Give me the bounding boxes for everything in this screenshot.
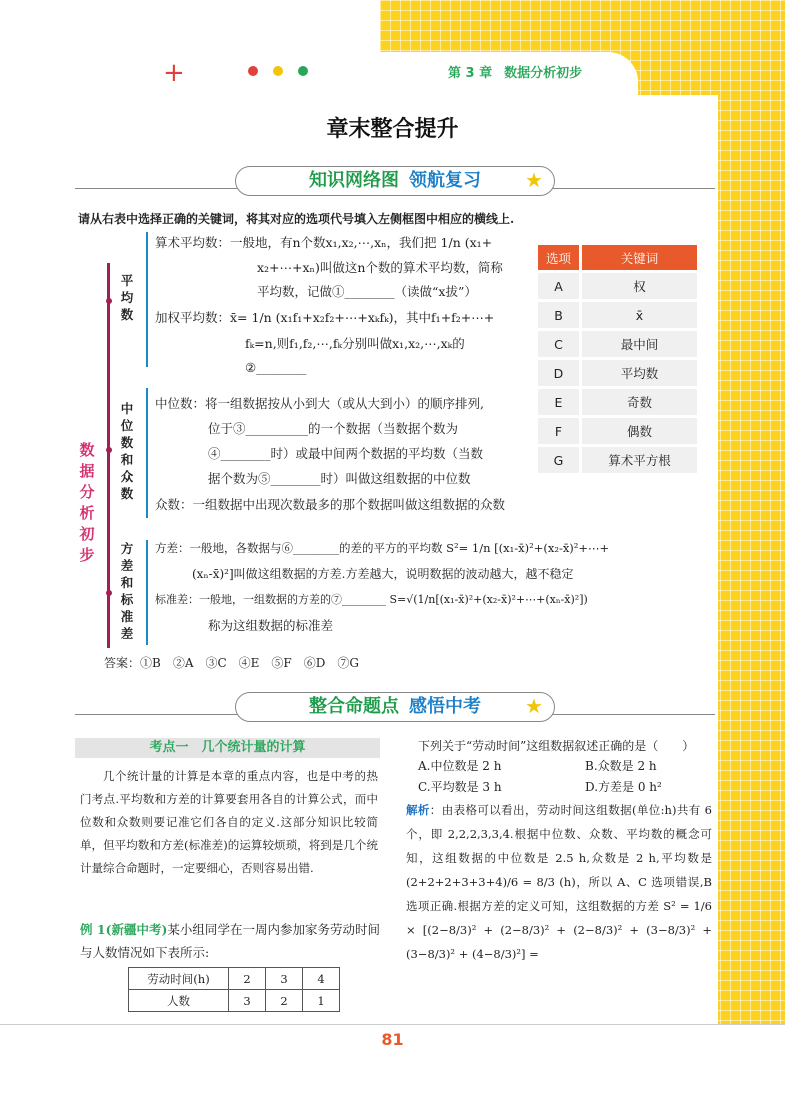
data-cell: 1: [303, 990, 340, 1012]
text-line: ④________时）或最中间两个数据的平均数（当数: [208, 446, 484, 461]
keyword-table: [538, 242, 697, 476]
example-source: (新疆中考): [105, 922, 168, 937]
text-line: 平均数，记做①________（读做“x拔”）: [257, 284, 477, 299]
chapter-header: [448, 62, 582, 81]
branch-line: [146, 540, 148, 645]
text-line: (xₙ-x̄)²]叫做这组数据的方差.方差越大，说明数据的波动越大，越不稳定: [192, 567, 574, 581]
kw-cell: F: [538, 418, 582, 444]
banner-exam: [75, 690, 715, 724]
option-d: D.方差是 0 h²: [585, 780, 662, 794]
banner2-a: 整合命题点: [309, 696, 399, 717]
page-number: 81: [381, 1030, 404, 1049]
question: 下列关于“劳动时间”这组数据叙述正确的是（ ）: [418, 739, 695, 753]
intro-paragraph: 几个统计量的计算是本章的重点内容，也是中考的热门考点.平均数和方差的计算要套用各自的计算公式，而中位数和众数则要记准它们各自的定义.这部分知识比较简单，但平均数和方差(标准差)的运算较烦琐，将到是几个统计量综合命题时，一定要细心，否则容易出错.: [80, 769, 378, 875]
group-label-variance: 方差和标准差: [120, 541, 134, 641]
text-line: 方差：一般地，各数据与⑥________的差的平方的平均数 S²= 1/n [(x₁-x̄)²+(x₂-x̄)²+⋯+: [155, 541, 610, 555]
analysis-text: ：由表格可以看出，劳动时间这组数据(单位:h)共有 6 个，即 2,2,2,3,3,4.根据中位数、众数、平均数的概念可知，这组数据的中位数是 2.5 h,众数是 2 h,平均数是 (2+2+2+3+3+4)/6 = 8/3 (h)，所以 A、C 选项错误,B 选项正确.根据方差的定义可知，这组数据的方差 S² = 1/6 × [(2−8/3)² + (2−8/3)² + (2−8/3)² + (3−8/3)² + (3−8/3)² + (4−8/3)²] =: [406, 803, 712, 961]
option-a: A.中位数是 2 h: [418, 759, 502, 773]
text-line: ②________: [245, 360, 307, 375]
plus-icon: +: [163, 58, 185, 88]
banner2-b: 感悟中考: [409, 696, 481, 717]
bullet: [106, 447, 112, 453]
data-cell: 人数: [129, 990, 229, 1012]
group-label-median-mode: 中位数和众数: [120, 401, 134, 501]
kw-cell: B: [538, 302, 582, 328]
text-line: 中位数：将一组数据按从小到大（或从大到小）的顺序排列,: [155, 396, 484, 411]
bullet: [106, 590, 112, 596]
star-icon: ★: [525, 168, 543, 192]
banner-knowledge: [75, 164, 715, 198]
kw-cell: 偶数: [582, 418, 697, 444]
root-label: 数据分析初步: [79, 441, 95, 564]
data-cell: 2: [266, 990, 303, 1012]
text-line: 众数：一组数据中出现次数最多的那个数据叫做这组数据的众数: [155, 497, 506, 512]
yellow-dot-icon: [273, 66, 283, 76]
kw-header: 选项: [538, 245, 582, 270]
group-label-mean: 平均数: [120, 273, 134, 322]
red-dot-icon: [248, 66, 258, 76]
kw-cell: D: [538, 360, 582, 386]
answer-line: 答案：①B ②A ③C ④E ⑤F ⑥D ⑦G: [104, 656, 359, 670]
data-cell: 劳动时间(h): [129, 968, 229, 990]
chapter-title: 数据分析初步: [504, 66, 583, 81]
green-dot-icon: [298, 66, 308, 76]
kw-cell: A: [538, 273, 582, 299]
kw-cell: x̄: [582, 302, 697, 328]
kw-cell: 奇数: [582, 389, 697, 415]
data-cell: 3: [229, 990, 266, 1012]
text-line: 位于③__________的一个数据（当数据个数为: [208, 421, 459, 436]
option-c: C.平均数是 3 h: [418, 780, 502, 794]
data-cell: 2: [229, 968, 266, 990]
kw-cell: E: [538, 389, 582, 415]
instruction: 请从右表中选择正确的关键词，将其对应的选项代号填入左侧框图中相应的横线上.: [78, 212, 515, 226]
star-icon: ★: [525, 694, 543, 718]
kw-cell: 平均数: [582, 360, 697, 386]
text-line: fₖ=n,则f₁,f₂,⋯,fₖ分别叫做x₁,x₂,⋯,xₖ的: [245, 336, 465, 351]
bullet: [106, 298, 112, 304]
example-paragraph: [80, 918, 380, 964]
example-text: 某小组同学在一周内参加家务劳动时间与人数情况如下表所示:: [80, 922, 380, 960]
data-table: [128, 967, 340, 1012]
data-cell: 3: [266, 968, 303, 990]
chapter-number: 第 3 章: [448, 66, 493, 81]
kw-cell: G: [538, 447, 582, 473]
kw-cell: 算术平方根: [582, 447, 697, 473]
kw-header: 关键词: [582, 245, 697, 270]
text-line: x₂+⋯+xₙ)叫做这n个数的算术平均数，简称: [257, 260, 503, 275]
section-heading: 考点一 几个统计量的计算: [75, 738, 380, 758]
kw-cell: 最中间: [582, 331, 697, 357]
text-line: 加权平均数：x̄= 1/n (x₁f₁+x₂f₂+⋯+xₖfₖ)，其中f₁+f₂+⋯+: [155, 310, 495, 325]
analysis-paragraph: [406, 798, 712, 966]
kw-cell: C: [538, 331, 582, 357]
page-title: 章末整合提升: [326, 117, 459, 142]
text-line: 称为这组数据的标准差: [208, 618, 334, 633]
text-line: 算术平均数：一般地，有n个数x₁,x₂,⋯,xₙ，我们把 1/n (x₁+: [155, 235, 493, 250]
text-line: 据个数为⑤________时）叫做这组数据的中位数: [208, 471, 471, 486]
text-line: 标准差：一般地，一组数据的方差的⑦________ S=√(1/n[(x₁-x̄)²+(x₂-x̄)²+⋯+(xₙ-x̄)²]): [155, 593, 588, 606]
branch-line: [146, 232, 148, 367]
banner1-a: 知识网络图: [309, 170, 399, 191]
example-label: 例 1: [80, 922, 106, 937]
option-b: B.众数是 2 h: [585, 759, 657, 773]
analysis-label: 解析: [406, 803, 430, 817]
branch-line: [146, 388, 148, 518]
banner1-b: 领航复习: [409, 170, 481, 191]
footer-divider: [0, 1024, 785, 1025]
data-cell: 4: [303, 968, 340, 990]
kw-cell: 权: [582, 273, 697, 299]
